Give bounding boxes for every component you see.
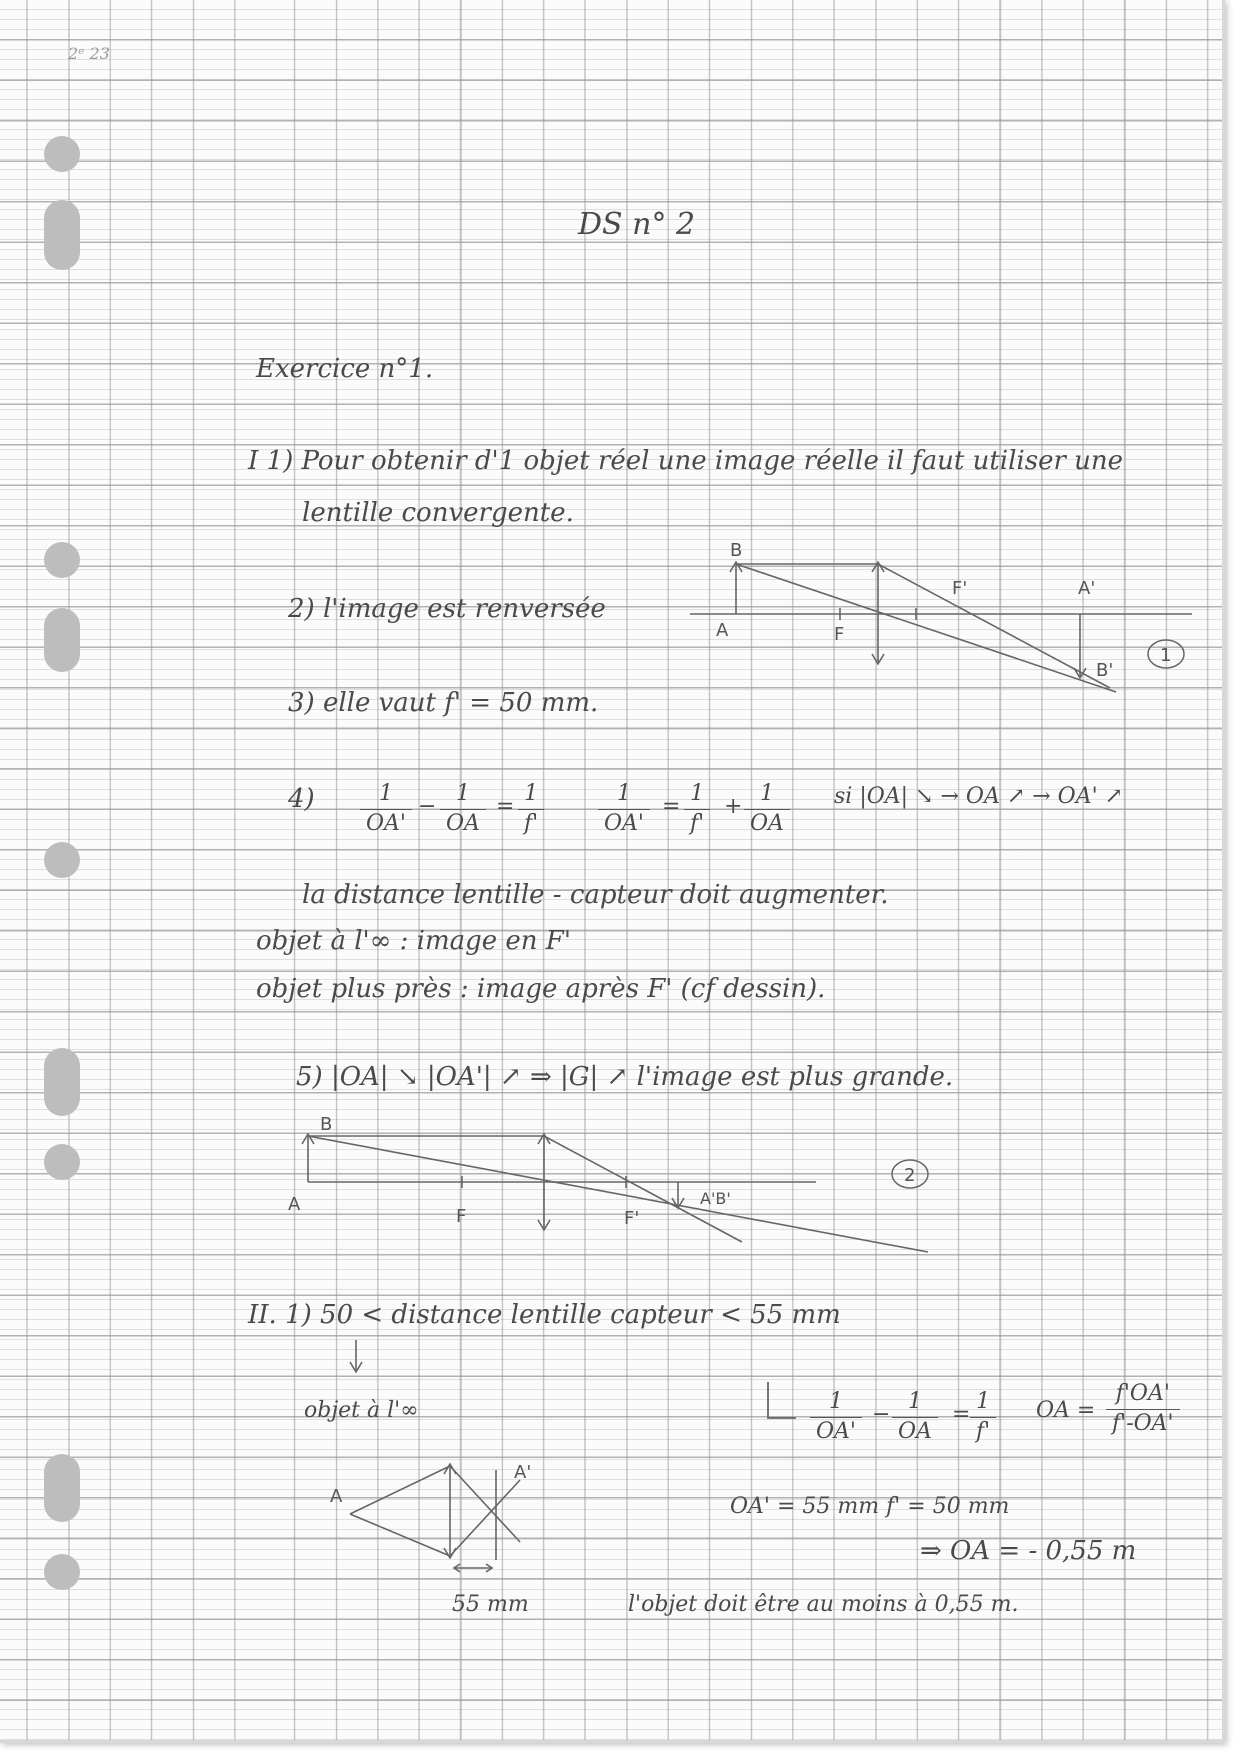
down-arrow-icon: [346, 1338, 366, 1378]
binder-hole: [44, 1048, 80, 1116]
corner-note: 2ᵉ 23: [68, 44, 110, 63]
diagram1-label-Fp: F': [952, 578, 968, 599]
fraction-1-over-OA-b: $\frac{1}{OA}$: [744, 780, 790, 838]
part2-under: objet à l'∞: [304, 1398, 419, 1423]
diagram1-label-Ap: A': [1078, 578, 1096, 599]
diagram2-label-B: B: [320, 1114, 333, 1135]
binder-hole: [44, 200, 80, 270]
notebook-page: 2ᵉ 23 DS n° 2 Exercice n°1. I 1) Pour obtenir d'1 objet réel une image réelle il faut utiliser une lentille convergente. 2) l'image est renversée 3) elle vaut f' = 50 mm. B A F F' A' B' 1 4) $\frac{1}{OA'}$ − $\frac{1}{OA}$ = $\frac{1}{f'}$ $\frac{1}{OA'}$ = $\frac{1}{f'}$ + $\frac{1}{OA}$ si |OA| ↘ → OA ↗ → OA' ↗ la distance lentille - capteur doit augmenter. objet à l'∞ : image en F' objet plus près : image après F' (cf dessin). 5) |OA| ↘ |OA'| ↗ ⇒ |G| ↗ l'image est plus grande. B A F F' A'B' 2 II. 1) 50 < distance lentille capteur < 55 mm objet à l'∞ $\frac{1}{OA'}$ − $\frac{1}{OA}$ = $\frac{1}{f'}$ OA = $\frac{f'OA'}{f'-OA'}$ A A' 55 mm OA' = 55 mm f' = 50 mm ⇒ OA = - 0,55 m l'objet doit être au moins à 0,55 m.: [0, 0, 1225, 1743]
q1-line1: I 1) Pour obtenir d'1 objet réel une image réelle il faut utiliser une: [248, 446, 1124, 476]
part2-values: OA' = 55 mm f' = 50 mm: [730, 1494, 1010, 1519]
fraction-1-over-OAp-b: $\frac{1}{OA'}$: [598, 780, 650, 838]
diagram2-badge: 2: [904, 1165, 916, 1186]
q1-line2: lentille convergente.: [302, 498, 574, 528]
bracket-mark: [762, 1380, 802, 1426]
binder-hole: [44, 608, 80, 672]
q4-relation: si |OA| ↘ → OA ↗ → OA' ↗: [834, 784, 1124, 809]
q2-text: 2) l'image est renversée: [288, 594, 606, 624]
diagram1-label-F: F: [834, 624, 845, 645]
page-title: DS n° 2: [578, 207, 696, 242]
fraction-c1: $\frac{1}{OA'}$: [810, 1388, 862, 1446]
formula-d-prefix: OA =: [1036, 1398, 1096, 1423]
diagram3-label-Ap: A': [514, 1462, 532, 1483]
part2-q1: II. 1) 50 < distance lentille capteur < 55 mm: [248, 1300, 841, 1330]
binder-hole: [44, 136, 80, 172]
diagram2-label-Fp: F': [624, 1208, 640, 1229]
ray-diagram-2: [282, 1112, 942, 1262]
q4-line3: objet plus près : image après F' (cf dessin).: [256, 974, 826, 1004]
fraction-c3: $\frac{1}{f'}$: [970, 1388, 996, 1446]
q4-label: 4): [288, 784, 315, 814]
fraction-1-over-fp-b: $\frac{1}{f'}$: [684, 780, 710, 838]
binder-hole: [44, 1454, 80, 1522]
diagram1-label-Bp: B': [1096, 660, 1114, 681]
fraction-1-over-OA: $\frac{1}{OA}$: [440, 780, 486, 838]
fraction-1-over-OAp: $\frac{1}{OA'}$: [360, 780, 412, 838]
fraction-c2: $\frac{1}{OA}$: [892, 1388, 938, 1446]
diagram1-label-A: A: [716, 620, 729, 641]
q3-text: 3) elle vaut f' = 50 mm.: [288, 688, 599, 718]
part2-conclusion: l'objet doit être au moins à 0,55 m.: [628, 1592, 1019, 1617]
diagram1-badge: 1: [1160, 645, 1172, 666]
diagram2-label-ApBp: A'B': [700, 1189, 731, 1208]
q4-line1: la distance lentille - capteur doit augmenter.: [302, 880, 889, 910]
exercise-heading: Exercice n°1.: [256, 354, 434, 384]
fraction-1-over-fp: $\frac{1}{f'}$: [518, 780, 544, 838]
ray-diagram-3: [320, 1456, 540, 1606]
fraction-d: $\frac{f'OA'}{f'-OA'}$: [1106, 1380, 1180, 1438]
diagram2-label-F: F: [456, 1206, 467, 1227]
ray-diagram-1: [680, 536, 1200, 706]
binder-hole: [44, 842, 80, 878]
diagram3-label-A: A: [330, 1486, 343, 1507]
binder-hole: [44, 1144, 80, 1180]
q5-text: 5) |OA| ↘ |OA'| ↗ ⇒ |G| ↗ l'image est plus grande.: [296, 1062, 954, 1092]
diagram1-label-B: B: [730, 540, 743, 561]
q4-line2: objet à l'∞ : image en F': [256, 926, 571, 956]
binder-hole: [44, 1554, 80, 1590]
diagram2-label-A: A: [288, 1194, 301, 1215]
binder-hole: [44, 542, 80, 578]
part2-result: ⇒ OA = - 0,55 m: [920, 1536, 1137, 1566]
dimension-label: 55 mm: [452, 1592, 529, 1617]
